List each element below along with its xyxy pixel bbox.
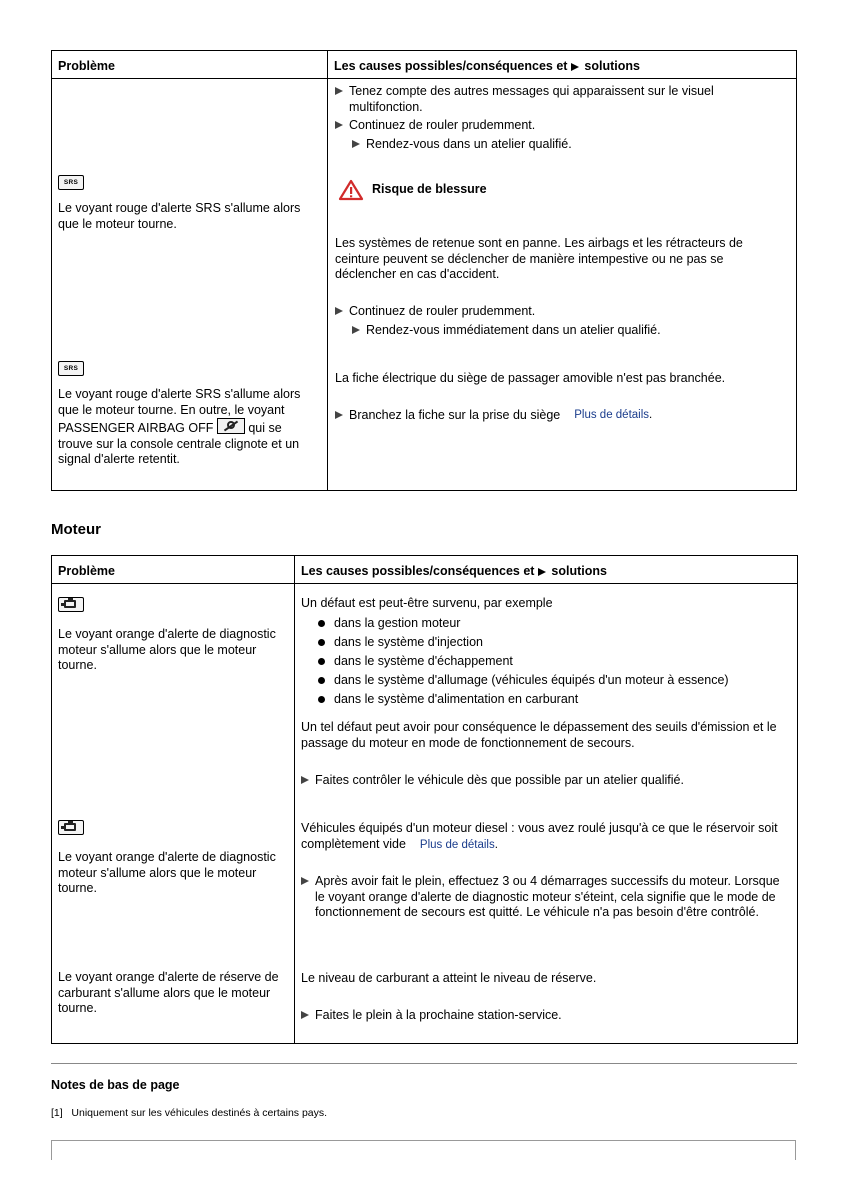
problem-cell <box>52 584 295 1044</box>
list-item: dans le système d'alimentation en carburant <box>318 692 788 711</box>
bullet-icon <box>318 696 325 703</box>
footnote: [1] Uniquement sur les véhicules destinés à certains pays. <box>51 1107 328 1119</box>
list-item: dans le système d'échappement <box>318 654 788 673</box>
consequence-text: Les systèmes de retenue sont en panne. Les airbags et les rétracteurs de ceinture peuvent se déclencher de manière intempestive ou ne pas se déclencher en cas d'accident. <box>335 236 743 281</box>
problem-cell <box>52 79 328 491</box>
bullet-icon <box>318 639 325 646</box>
arrow-icon <box>335 307 343 315</box>
list-item: dans la gestion moteur <box>318 616 788 635</box>
srs-warning-lamp-icon: SRS <box>58 173 84 190</box>
bullet-list <box>318 616 788 711</box>
cause-text: La fiche électrique du siège de passager amovible n'est pas branchée. <box>335 371 726 385</box>
triangle-icon <box>538 568 546 576</box>
arrow-icon <box>352 140 360 148</box>
column-header-solutions: Les causes possibles/conséquences et solutions <box>328 51 797 79</box>
table-srs <box>51 50 797 491</box>
problem-text: Le voyant rouge d'alerte SRS s'allume alors que le moteur tourne. <box>58 201 301 231</box>
instruction: Tenez compte des autres messages qui apparaissent sur le visuel multifonction. <box>335 84 735 115</box>
arrow-icon <box>301 1011 309 1019</box>
column-header-problem: Problème <box>52 51 328 79</box>
table-row <box>52 584 798 1044</box>
arrow-icon <box>335 87 343 95</box>
instruction: Continuez de rouler prudemment. <box>335 118 535 134</box>
list-item: dans le système d'injection <box>318 635 788 654</box>
page-bottom-frame <box>51 1140 796 1160</box>
arrow-icon <box>352 326 360 334</box>
arrow-icon <box>335 411 343 419</box>
bullet-icon <box>318 620 325 627</box>
sub-instruction: Rendez-vous dans un atelier qualifié. <box>352 137 572 153</box>
warning-triangle-icon <box>338 179 364 201</box>
arrow-icon <box>301 776 309 784</box>
table-header-row <box>52 51 797 79</box>
warning-heading: Risque de blessure <box>338 179 487 201</box>
problem-text: Le voyant orange d'alerte de réserve de carburant s'allume alors que le moteur tourne. <box>58 970 279 1015</box>
srs-warning-lamp-icon: SRS <box>58 359 84 376</box>
solutions-cell <box>295 584 798 1044</box>
column-header-problem: Problème <box>52 556 295 584</box>
section-title: Moteur <box>51 521 101 538</box>
cause-text: Véhicules équipés d'un moteur diesel : vous avez roulé jusqu'à ce que le réservoir soit complètement vide Plus de détails. <box>301 821 778 851</box>
bullet-icon <box>318 658 325 665</box>
problem-text: Le voyant rouge d'alerte SRS s'allume alors que le moteur tourne. En outre, le voyant PASSENGER AIRBAG OFF qui se trouve sur la console centrale clignote et un signal d'alerte retentit. <box>58 387 301 466</box>
cause-text: Un défaut est peut-être survenu, par exemple <box>301 596 553 610</box>
instruction: Continuez de rouler prudemment. <box>335 304 535 320</box>
engine-diagnostic-lamp-icon <box>58 597 84 617</box>
triangle-icon <box>571 63 579 71</box>
passenger-airbag-off-icon <box>217 418 245 434</box>
cause-text: Le niveau de carburant a atteint le niveau de réserve. <box>301 971 597 985</box>
solutions-cell <box>328 79 797 491</box>
instruction: Faites contrôler le véhicule dès que possible par un atelier qualifié. <box>301 773 684 789</box>
arrow-icon <box>301 877 309 885</box>
instruction: Branchez la fiche sur la prise du siège Plus de détails . <box>335 408 652 424</box>
bullet-icon <box>318 677 325 684</box>
table-row <box>52 79 797 491</box>
list-item: dans le système d'allumage (véhicules équipés d'un moteur à essence) <box>318 673 788 692</box>
engine-diagnostic-lamp-icon <box>58 820 84 840</box>
arrow-icon <box>335 121 343 129</box>
consequence-text: Un tel défaut peut avoir pour conséquence le dépassement des seuils d'émission et le passage du moteur en mode de fonctionnement de secours. <box>301 720 777 750</box>
footnotes-divider <box>51 1063 797 1064</box>
sub-instruction: Rendez-vous immédiatement dans un atelier qualifié. <box>352 323 661 339</box>
table-header-row <box>52 556 798 584</box>
details-link[interactable]: Plus de détails <box>419 838 495 851</box>
details-link[interactable]: Plus de détails <box>574 409 650 421</box>
problem-text: Le voyant orange d'alerte de diagnostic moteur s'allume alors que le moteur tourne. <box>58 850 276 895</box>
instruction: Faites le plein à la prochaine station-service. <box>301 1008 562 1024</box>
instruction: Après avoir fait le plein, effectuez 3 ou 4 démarrages successifs du moteur. Lorsque le voyant orange d'alerte de diagnostic moteur s'éteint, cela signifie que le mode de fonctionnement de secours est quitté. Le véhicule n'a pas besoin d'être contrôlé. <box>301 874 791 921</box>
table-engine <box>51 555 798 1044</box>
column-header-solutions: Les causes possibles/conséquences et solutions <box>295 556 798 584</box>
problem-text: Le voyant orange d'alerte de diagnostic moteur s'allume alors que le moteur tourne. <box>58 627 276 672</box>
footnotes-title: Notes de bas de page <box>51 1078 180 1092</box>
